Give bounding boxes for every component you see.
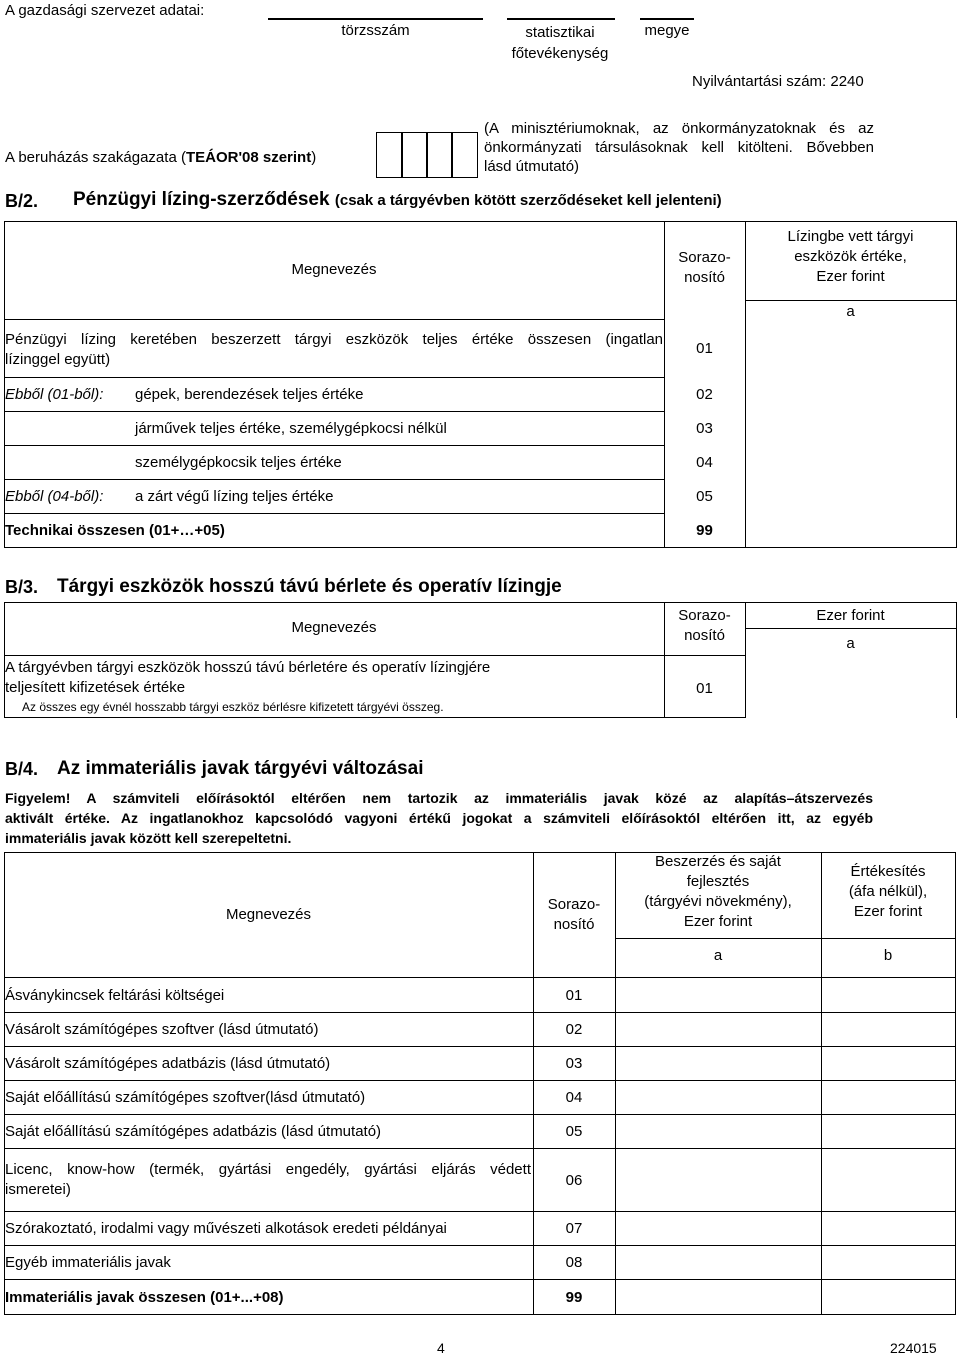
b2-row-02-label: gépek, berendezések teljes értéke bbox=[135, 386, 364, 403]
b4-row-01-code: 01 bbox=[565, 987, 583, 1004]
b3-row-01-code: 01 bbox=[696, 680, 713, 697]
b2-row-02-prefix: Ebből (01-ből): bbox=[5, 386, 104, 403]
b4-warning: Figyelem! A számviteli előírásoktól eltérően nem tartozik az immateriális javak közé az alapítás–átszervezés aktivált értéke. Az ingatlanokhoz kapcsolódó vagyoni értékű jogokat a számviteli előírásoktól eltérően itt, az egyéb immateriális javak között kell szerepeltetni. bbox=[5, 790, 873, 846]
b3-col-value: Ezer forint bbox=[816, 607, 885, 624]
b2-row-02-code: 02 bbox=[696, 386, 713, 403]
b2-row-05-value-input[interactable] bbox=[746, 480, 956, 513]
b2-row-01-value-input[interactable] bbox=[746, 320, 956, 377]
teaor-digit-box[interactable] bbox=[426, 132, 453, 178]
b4-row-06-label: Licenc, know-how (termék, gyártási engedély, gyártási eljárás védett ismeretei) bbox=[5, 1161, 531, 1198]
b2-col-sorazonosito: Sorazo- nosító bbox=[678, 249, 731, 286]
b2-code: B/2. bbox=[5, 191, 39, 211]
b4-row-05-label: Saját előállítású számítógépes adatbázis (lásd útmutató) bbox=[5, 1123, 382, 1140]
b4-col-a: Beszerzés és saját fejlesztés (tárgyévi növekmény), Ezer forint bbox=[644, 853, 792, 930]
torzsszam-label: törzsszám bbox=[341, 22, 410, 39]
b4-col-letter-a: a bbox=[713, 947, 723, 964]
b2-col-letter: a bbox=[846, 303, 855, 320]
teaor-digit-box[interactable] bbox=[401, 132, 428, 178]
b4-row-03-a-input[interactable] bbox=[616, 1047, 821, 1080]
b2-row-05-prefix: Ebből (04-ből): bbox=[5, 488, 104, 505]
b4-row-08-b-input[interactable] bbox=[822, 1246, 955, 1279]
b2-row-05-label: a zárt végű lízing teljes értéke bbox=[135, 488, 334, 505]
page-number: 4 bbox=[437, 1340, 445, 1356]
b4-row-02-label: Vásárolt számítógépes szoftver (lásd útmutató) bbox=[5, 1021, 319, 1038]
b3-title: Tárgyi eszközök hosszú távú bérlete és operatív lízingje bbox=[57, 576, 562, 597]
b2-title: Pénzügyi lízing-szerződések (csak a tárgyévben kötött szerződéseket kell jelenteni) bbox=[73, 189, 722, 210]
b4-row-99-a-input[interactable] bbox=[616, 1280, 821, 1314]
b4-row-06-a-input[interactable] bbox=[616, 1149, 821, 1211]
b2-row-05-code: 05 bbox=[696, 488, 713, 505]
b4-col-b: Értékesítés (áfa nélkül), Ezer forint bbox=[848, 863, 928, 920]
b4-row-04-code: 04 bbox=[565, 1089, 583, 1106]
b2-row-99-code: 99 bbox=[696, 522, 713, 539]
b2-row-04-code: 04 bbox=[696, 454, 713, 471]
b4-row-99-code: 99 bbox=[565, 1289, 583, 1306]
b3-row-01-label: A tárgyévben tárgyi eszközök hosszú távú bérletére és operatív lízingjére teljesített kifizetések értéke bbox=[5, 659, 491, 696]
statisztikai-line bbox=[507, 18, 615, 20]
b3-code: B/3. bbox=[5, 577, 39, 597]
b4-row-05-code: 05 bbox=[565, 1123, 583, 1140]
b4-row-03-code: 03 bbox=[565, 1055, 583, 1072]
b4-row-01-a-input[interactable] bbox=[616, 978, 821, 1012]
teaor-digit-box[interactable] bbox=[376, 132, 403, 178]
b4-col-megnevezes: Megnevezés bbox=[225, 906, 312, 923]
b3-row-01-note: Az összes egy évnél hosszabb tárgyi eszköz bérlésre kifizetett tárgyévi összeg. bbox=[22, 700, 444, 714]
form-number: 224015 bbox=[890, 1340, 937, 1356]
b4-row-07-b-input[interactable] bbox=[822, 1212, 955, 1245]
b2-row-01-label: Pénzügyi lízing keretében beszerzett tárgyi eszközök teljes értéke összesen (ingatlan lízinggel együtt) bbox=[5, 331, 663, 368]
b3-col-sorazonosito: Sorazo- nosító bbox=[678, 607, 731, 644]
b4-row-04-label: Saját előállítású számítógépes szoftver(lásd útmutató) bbox=[5, 1089, 366, 1106]
b4-row-08-code: 08 bbox=[565, 1254, 583, 1271]
b4-row-01-label: Ásványkincsek feltárási költségei bbox=[5, 987, 225, 1004]
b4-row-99-label: Immateriális javak összesen (01+...+08) bbox=[5, 1289, 284, 1306]
b2-row-99-value-input[interactable] bbox=[746, 514, 956, 547]
b3-row-01-value-input[interactable] bbox=[746, 656, 956, 717]
b4-row-04-b-input[interactable] bbox=[822, 1081, 955, 1114]
b4-title: Az immateriális javak tárgyévi változásai bbox=[57, 758, 424, 779]
teaor-label: A beruházás szakágazata (TEÁOR'08 szerint) bbox=[5, 149, 317, 166]
b4-row-07-label: Szórakoztató, irodalmi vagy művészeti alkotások eredeti példányai bbox=[5, 1220, 447, 1237]
b4-row-99-b-input[interactable] bbox=[822, 1280, 955, 1314]
b4-col-sorazonosito: Sorazo- nosító bbox=[547, 896, 601, 933]
b2-row-03-label: járművek teljes értéke, személygépkocsi nélkül bbox=[135, 420, 447, 437]
b4-row-08-label: Egyéb immateriális javak bbox=[5, 1254, 171, 1271]
b2-col-value: Lízingbe vett tárgyi eszközök értéke, Ezer forint bbox=[787, 228, 914, 285]
b2-row-03-code: 03 bbox=[696, 420, 713, 437]
b2-col-megnevezes: Megnevezés bbox=[291, 261, 377, 278]
b4-row-02-b-input[interactable] bbox=[822, 1013, 955, 1046]
b4-row-06-b-input[interactable] bbox=[822, 1149, 955, 1211]
b4-row-03-label: Vásárolt számítógépes adatbázis (lásd útmutató) bbox=[5, 1055, 331, 1072]
b4-row-07-a-input[interactable] bbox=[616, 1212, 821, 1245]
b4-row-08-a-input[interactable] bbox=[616, 1246, 821, 1279]
b4-col-letter-b: b bbox=[883, 947, 893, 964]
registration-number: Nyilvántartási szám: 2240 bbox=[692, 73, 864, 90]
b4-row-03-b-input[interactable] bbox=[822, 1047, 955, 1080]
b4-row-07-code: 07 bbox=[565, 1220, 583, 1237]
b2-row-01-code: 01 bbox=[696, 340, 713, 357]
b3-col-megnevezes: Megnevezés bbox=[291, 619, 377, 636]
b4-row-02-code: 02 bbox=[565, 1021, 583, 1038]
b4-row-05-b-input[interactable] bbox=[822, 1115, 955, 1148]
teaor-note: (A minisztériumoknak, az önkormányzatoknak és az önkormányzati társulásoknak kell kitölteni. Bővebben lásd útmutató) bbox=[484, 120, 874, 175]
megye-label: megye bbox=[644, 22, 690, 39]
b4-row-06-code: 06 bbox=[565, 1172, 583, 1189]
statisztikai-label: statisztikai főtevékenység bbox=[511, 24, 609, 62]
org-data-label: A gazdasági szervezet adatai: bbox=[5, 2, 205, 19]
b2-row-04-label: személygépkocsik teljes értéke bbox=[135, 454, 342, 471]
b2-row-03-value-input[interactable] bbox=[746, 412, 956, 445]
b4-code: B/4. bbox=[5, 759, 39, 779]
teaor-digit-box[interactable] bbox=[451, 132, 478, 178]
b2-row-99-label: Technikai összesen (01+…+05) bbox=[5, 522, 225, 539]
b4-row-04-a-input[interactable] bbox=[616, 1081, 821, 1114]
b2-row-04-value-input[interactable] bbox=[746, 446, 956, 479]
b3-col-letter: a bbox=[846, 635, 855, 652]
b4-row-02-a-input[interactable] bbox=[616, 1013, 821, 1046]
torzsszam-line bbox=[268, 18, 483, 20]
b4-row-01-b-input[interactable] bbox=[822, 978, 955, 1012]
megye-line bbox=[640, 18, 694, 20]
b2-row-02-value-input[interactable] bbox=[746, 378, 956, 411]
b4-row-05-a-input[interactable] bbox=[616, 1115, 821, 1148]
